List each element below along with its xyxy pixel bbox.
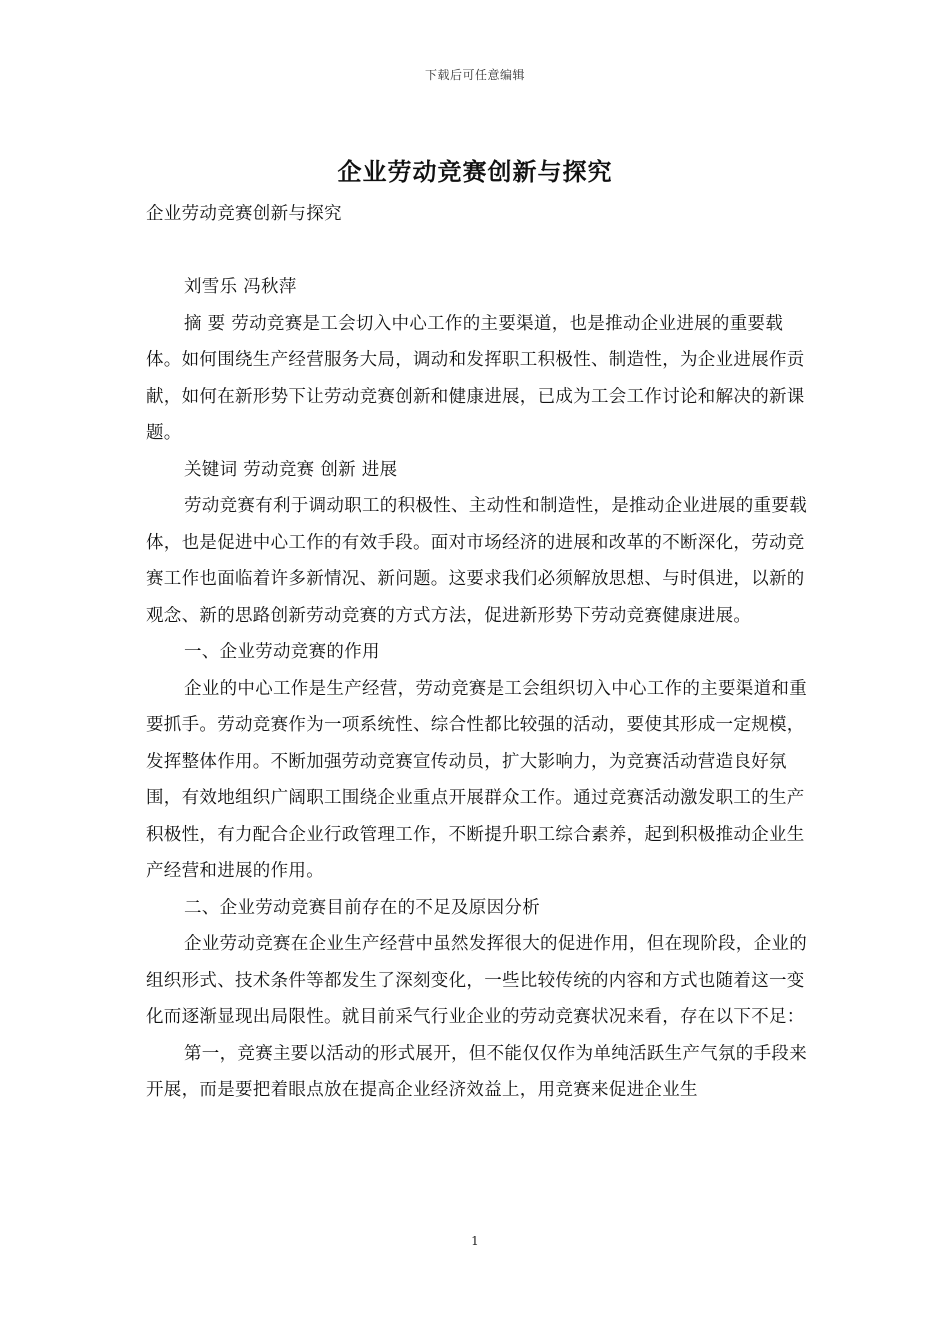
section-2-paragraph: 企业劳动竞赛在企业生产经营中虽然发挥很大的促进作用，但在现阶段，企业的组织形式、技术条件等都发生了深刻变化，一些比较传统的内容和方式也随着这一变化而逐渐显现出局限性。就目前采气行业企业的劳动竞赛状况来看，存在以下不足： (146, 934, 807, 1027)
intro-paragraph: 劳动竞赛有利于调动职工的积极性、主动性和制造性，是推动企业进展的重要载体，也是促进中心工作的有效手段。面对市场经济的进展和改革的不断深化，劳动竞赛工作也面临着许多新情况、新问题。这要求我们必须解放思想、与时俱进，以新的观念、新的思路创新劳动竞赛的方式方法，促进新形势下劳动竞赛健康进展。 (146, 496, 807, 626)
header-note: 下载后可任意编辑 (424, 68, 525, 82)
document-body (146, 196, 810, 1109)
first-point-paragraph: 第一，竞赛主要以活动的形式展开，但不能仅仅作为单纯活跃生产气氛的手段来开展，而是要把着眼点放在提高企业经济效益上，用竞赛来促进企业生 (146, 1043, 807, 1100)
blank-line (146, 233, 810, 270)
abstract-paragraph: 摘 要 劳动竞赛是工会切入中心工作的主要渠道，也是推动企业进展的重要载体。如何围绕生产经营服务大局，调动和发挥职工积极性、制造性，为企业进展作贡献，如何在新形势下让劳动竞赛创新和健康进展，已成为工会工作讨论和解决的新课题。 (146, 313, 805, 443)
section-1-paragraph: 企业的中心工作是生产经营，劳动竞赛是工会组织切入中心工作的主要渠道和重要抓手。劳动竞赛作为一项系统性、综合性都比较强的活动，要使其形成一定规模，发挥整体作用。不断加强劳动竞赛宣传动员，扩大影响力，为竞赛活动营造良好氛围，有效地组织广阔职工围绕企业重点开展群众工作。通过竞赛活动激发职工的生产积极性，有力配合企业行政管理工作，不断提升职工综合素养，起到积极推动企业生产经营和进展的作用。 (146, 678, 807, 881)
section-heading-1: 一、企业劳动竞赛的作用 (184, 642, 380, 662)
document-title: 企业劳动竞赛创新与探究 (337, 157, 613, 186)
document-subtitle: 企业劳动竞赛创新与探究 (146, 204, 342, 224)
keywords-line: 关键词 劳动竞赛 创新 进展 (184, 459, 398, 480)
section-heading-2: 二、企业劳动竞赛目前存在的不足及原因分析 (184, 897, 540, 918)
page-number: 1 (471, 1234, 479, 1248)
author-line: 刘雪乐 冯秋萍 (184, 277, 297, 297)
